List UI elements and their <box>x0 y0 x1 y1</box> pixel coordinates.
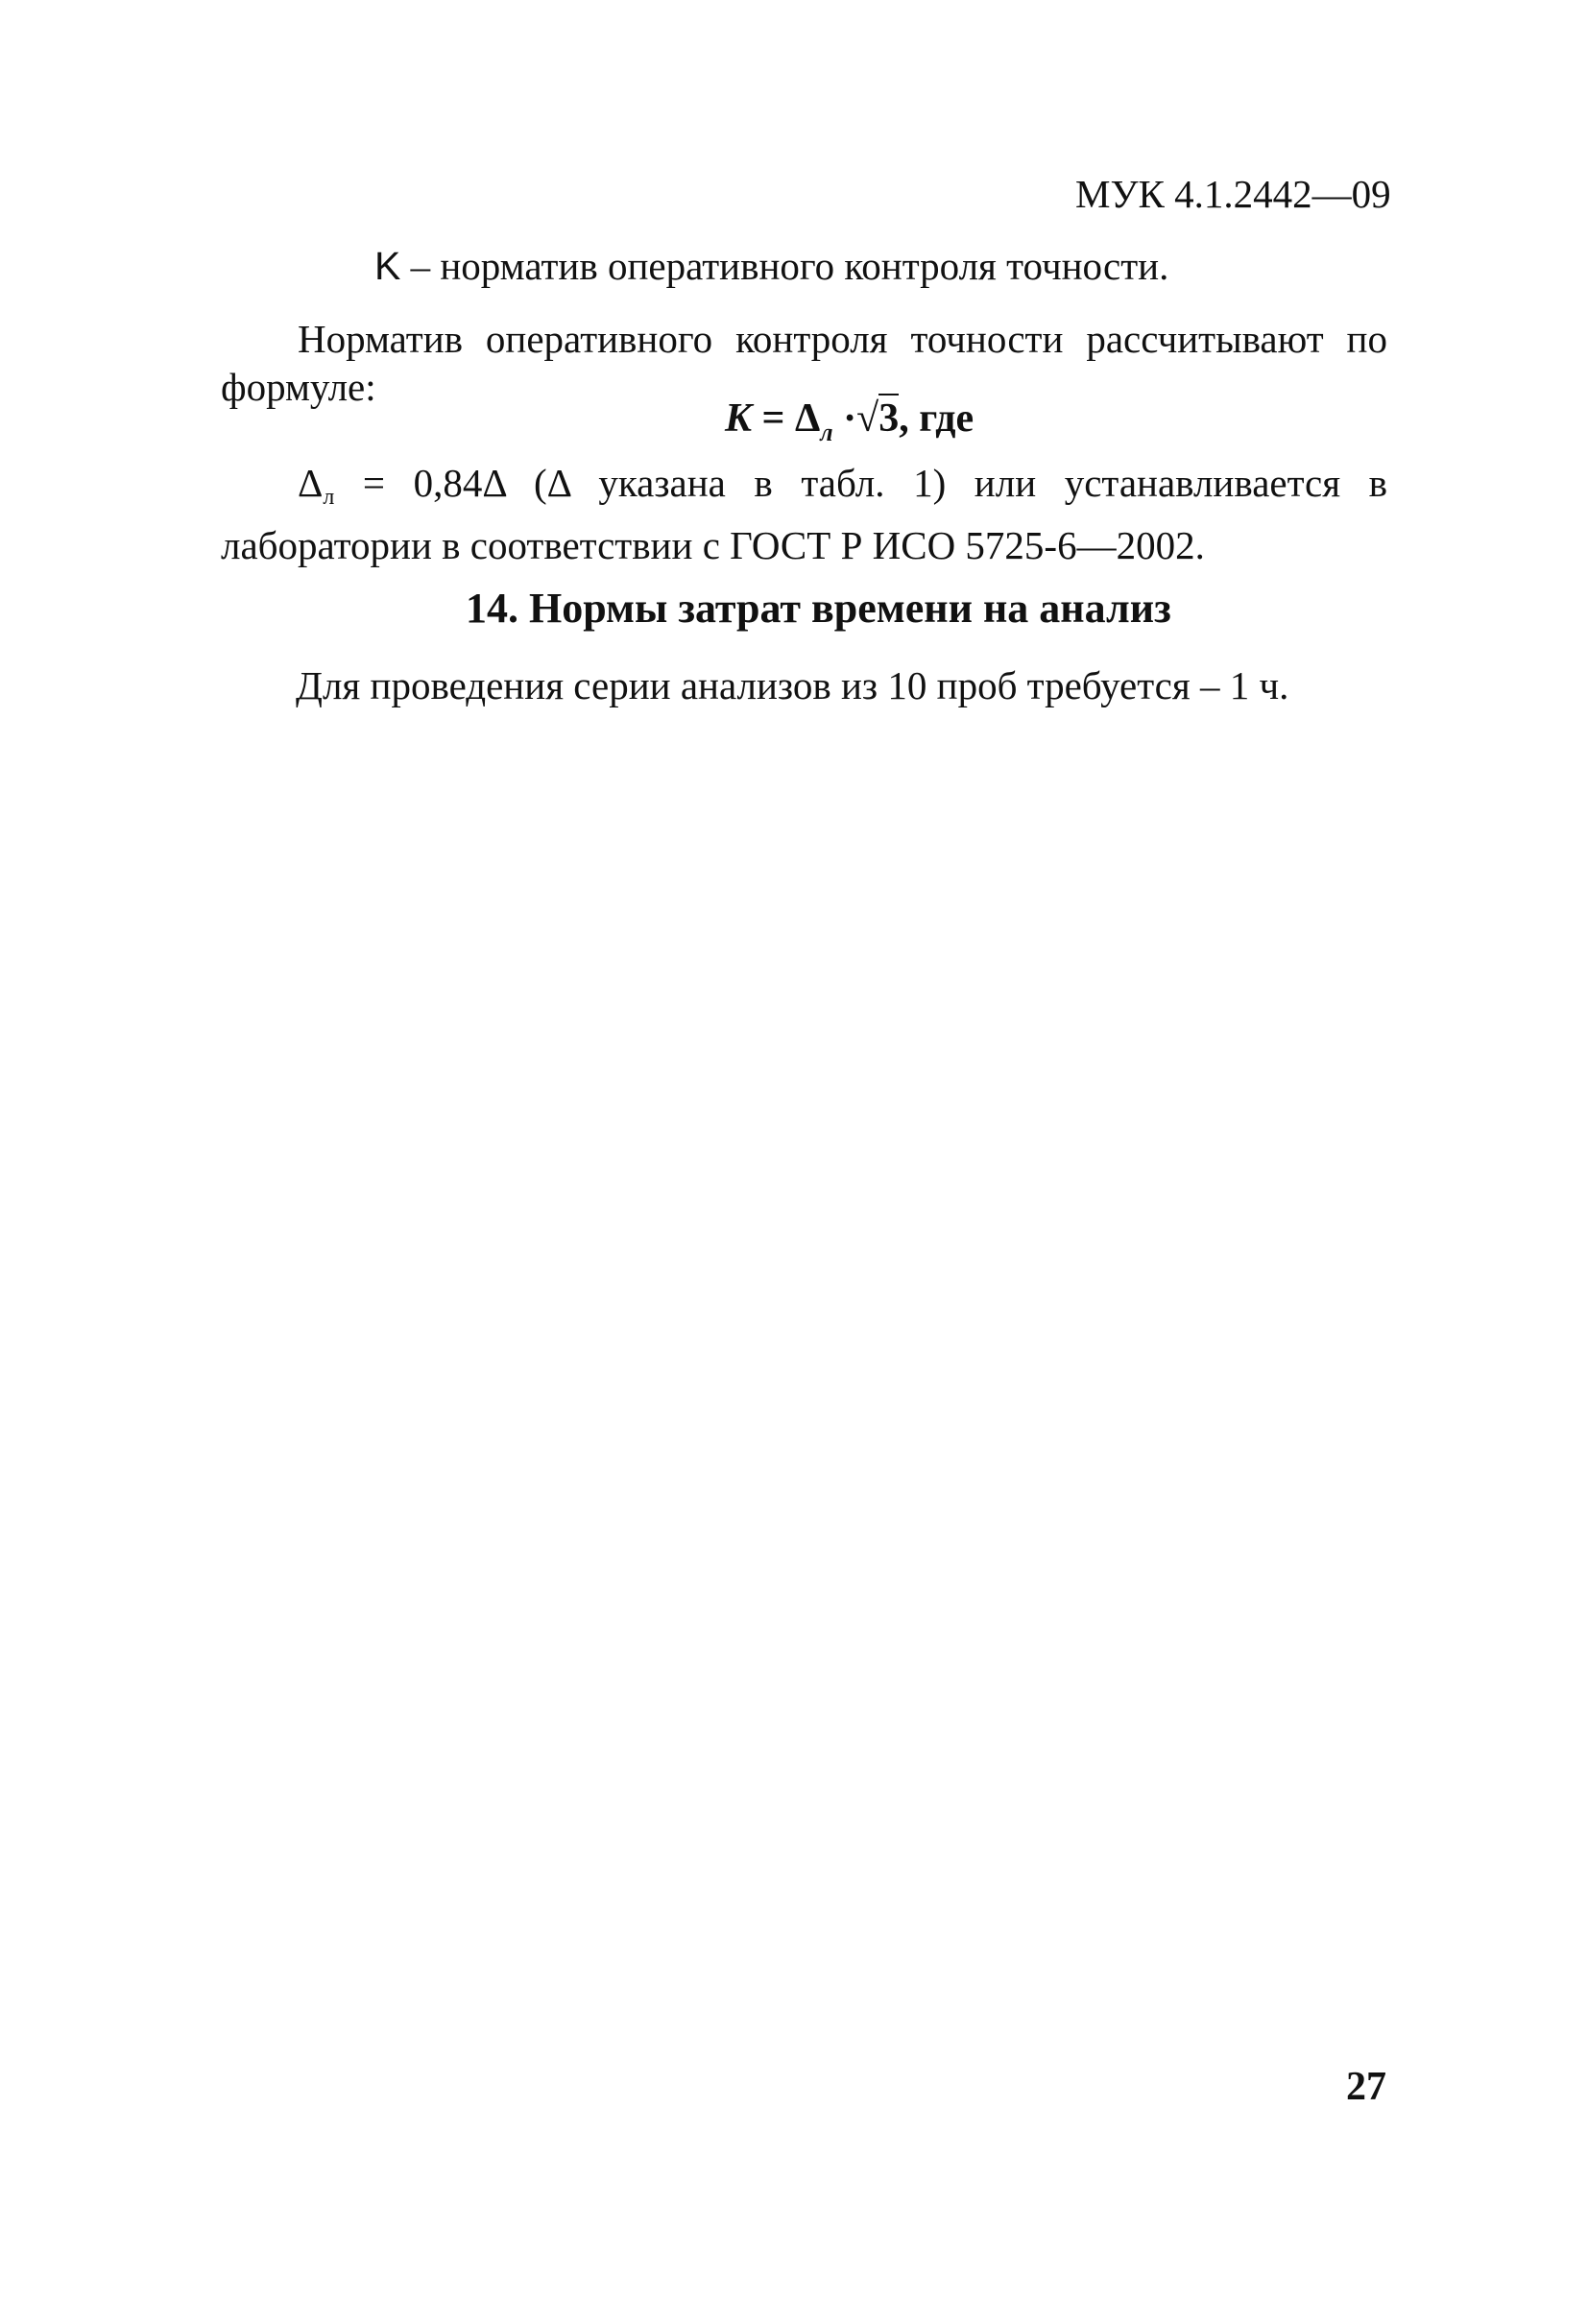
document-code: МУК 4.1.2442—09 <box>1075 172 1391 216</box>
formula <box>725 395 974 447</box>
delta-paragraph <box>221 459 1387 569</box>
delta-symbol: Δ <box>298 461 324 505</box>
formula-dot: · <box>843 396 857 441</box>
definition-dash: – <box>410 244 431 288</box>
formula-delta-subscript: л <box>820 419 833 446</box>
formula-intro-paragraph: Норматив оперативного контроля точности рассчитывают по формуле: <box>221 317 1387 409</box>
formula-equals: = <box>761 396 785 441</box>
formula-tail: , где <box>899 396 974 441</box>
delta-subscript: л <box>323 485 335 510</box>
definition-text: норматив оперативного контроля точности. <box>440 244 1169 288</box>
section-body: Для проведения серии анализов из 10 проб требуется – 1 ч. <box>296 663 1289 707</box>
sqrt-icon: √ <box>856 396 879 441</box>
formula-lhs: K <box>725 396 753 441</box>
delta-paragraph-text: = 0,84Δ (Δ указана в табл. 1) или устанавливается в лаборатории в соответствии с ГОСТ Р ИСО 5725-6—2002. <box>221 461 1387 567</box>
page-number: 27 <box>1346 2065 1386 2109</box>
k-symbol: K <box>374 244 401 288</box>
k-definition <box>374 243 1168 289</box>
formula-delta: Δ <box>794 396 821 441</box>
section-heading: 14. Нормы затрат времени на анализ <box>466 585 1171 632</box>
formula-radicand: 3 <box>878 394 899 441</box>
